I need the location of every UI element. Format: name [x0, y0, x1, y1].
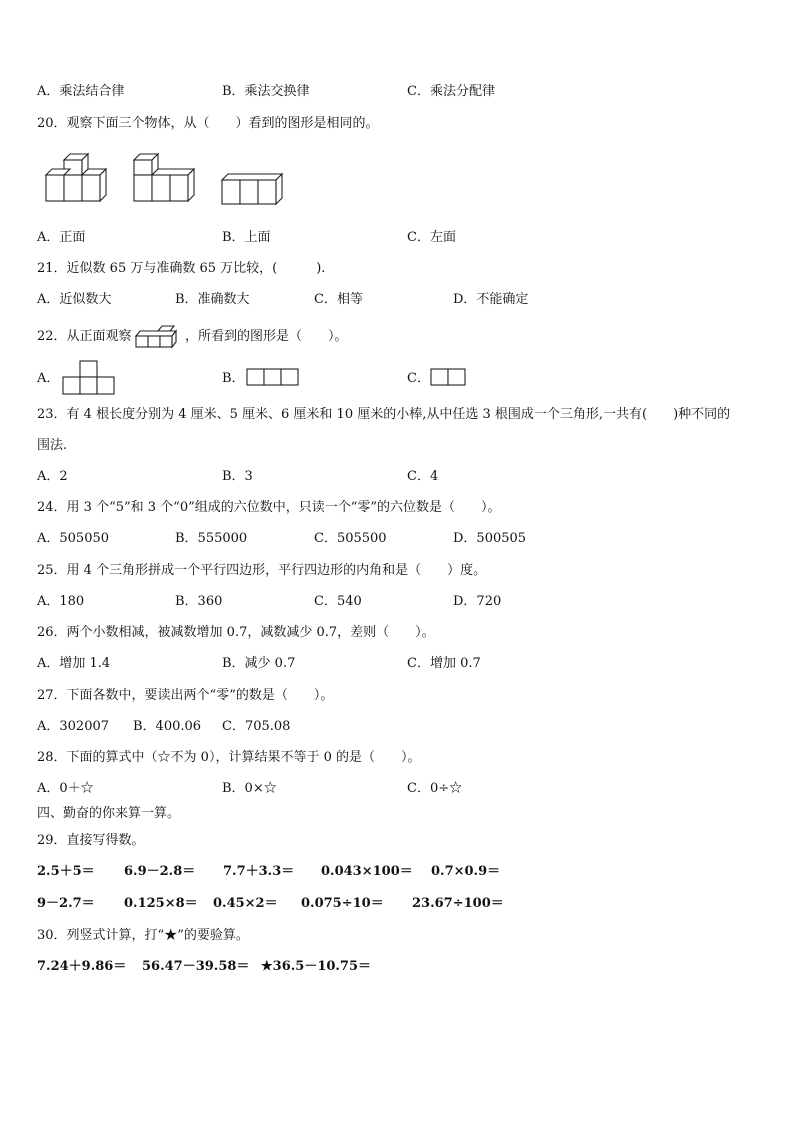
q23-stem-line2: 围法.: [37, 438, 68, 453]
q21-option-c: C．相等: [314, 292, 363, 307]
cube-row-icon: [220, 172, 286, 206]
q21-option-b: B．准确数大: [175, 292, 250, 307]
q20-option-c: C．左面: [407, 230, 456, 245]
q19-option-c: C．乘法分配律: [407, 84, 495, 99]
q27-option-c: C．705.08: [222, 719, 291, 734]
q19-option-a: A．乘法结合律: [37, 84, 125, 99]
q29-problem: 9－2.7＝: [37, 896, 95, 911]
q29-problem: 2.5＋5＝: [37, 864, 95, 879]
q28-option-b: B．0×☆: [222, 781, 277, 796]
q24-option-d: D．500505: [453, 531, 527, 546]
q22-option-b-figure: [246, 368, 300, 388]
q25-option-c: C．540: [314, 594, 362, 609]
q22-option-c: C．: [407, 371, 430, 386]
q28-option-c: C．0÷☆: [407, 781, 463, 796]
q22-option-a: A．: [37, 371, 60, 386]
q26-option-a: A．增加 1.4: [37, 656, 111, 671]
q24-stem: 24．用 3 个“5”和 3 个“0”组成的六位数中，只读一个“零”的六位数是（ ）。: [37, 500, 501, 515]
q28-stem: 28．下面的算式中（☆不为 0），计算结果不等于 0 的是（ ）。: [37, 750, 421, 765]
q25-option-a: A．180: [37, 594, 85, 609]
q29-problem: 23.67÷100＝: [412, 896, 504, 911]
cube-stack-1-icon: [44, 158, 114, 208]
q20-option-b: B．上面: [222, 230, 271, 245]
q29-problem: 6.9－2.8＝: [124, 864, 196, 879]
q22-stem-before: 22．从正面观察: [37, 329, 132, 344]
q29-problem: 0.125×8＝: [124, 896, 198, 911]
q26-stem: 26．两个小数相减，被减数增加 0.7，减数减少 0.7，差则（ ）。: [37, 625, 435, 640]
q24-option-a: A．505050: [37, 531, 110, 546]
q29-problem: 0.45×2＝: [213, 896, 278, 911]
q25-option-d: D．720: [453, 594, 502, 609]
q24-option-c: C．505500: [314, 531, 387, 546]
q20-option-a: A．正面: [37, 230, 86, 245]
q25-stem: 25．用 4 个三角形拼成一个平行四边形，平行四边形的内角和是（ ）度。: [37, 563, 487, 578]
q22-option-c-figure: [430, 368, 468, 388]
q22-option-a-figure: [62, 360, 116, 396]
q19-option-b: B．乘法交换律: [222, 84, 310, 99]
q30-problem: ★36.5－10.75＝: [261, 959, 372, 974]
q29-problem: 0.7×0.9＝: [431, 864, 501, 879]
q28-option-a: A．0＋☆: [37, 781, 94, 796]
q22-option-b: B．: [222, 371, 245, 386]
q30-problem: 7.24＋9.86＝: [37, 959, 127, 974]
cube-group-icon: [134, 325, 184, 349]
q24-option-b: B．555000: [175, 531, 248, 546]
q29-problem: 0.043×100＝: [321, 864, 413, 879]
q27-option-b: B．400.06: [133, 719, 202, 734]
q23-option-c: C．4: [407, 469, 439, 484]
q29-problem: 7.7＋3.3＝: [223, 864, 295, 879]
q20-stem: 20．观察下面三个物体，从（ ）看到的图形是相同的。: [37, 116, 379, 131]
q22-stem-after: ，所看到的图形是（ ）。: [185, 329, 348, 344]
q26-option-c: C．增加 0.7: [407, 656, 481, 671]
q26-option-b: B．减少 0.7: [222, 656, 296, 671]
section-title: 四、勤奋的你来算一算。: [37, 806, 181, 821]
q23-option-b: B．3: [222, 469, 253, 484]
q21-option-a: A．近似数大: [37, 292, 112, 307]
q30-problem: 56.47－39.58＝: [142, 959, 250, 974]
q29-stem: 29．直接写得数。: [37, 833, 145, 848]
q23-stem-line1: 23．有 4 根长度分别为 4 厘米、5 厘米、6 厘米和 10 厘米的小棒,从中任选 3 根围成一个三角形,一共有( )种不同的: [37, 407, 731, 422]
cube-stack-2-icon: [132, 158, 202, 208]
q29-problem: 0.075÷10＝: [301, 896, 384, 911]
q25-option-b: B．360: [175, 594, 223, 609]
q23-option-a: A．2: [37, 469, 68, 484]
q21-stem: 21．近似数 65 万与准确数 65 万比较，( ).: [37, 261, 326, 276]
q27-stem: 27．下面各数中，要读出两个“零”的数是（ ）。: [37, 688, 334, 703]
q21-option-d: D．不能确定: [453, 292, 529, 307]
q30-stem: 30．列竖式计算，打“★”的要验算。: [37, 928, 249, 943]
q27-option-a: A．302007: [37, 719, 110, 734]
